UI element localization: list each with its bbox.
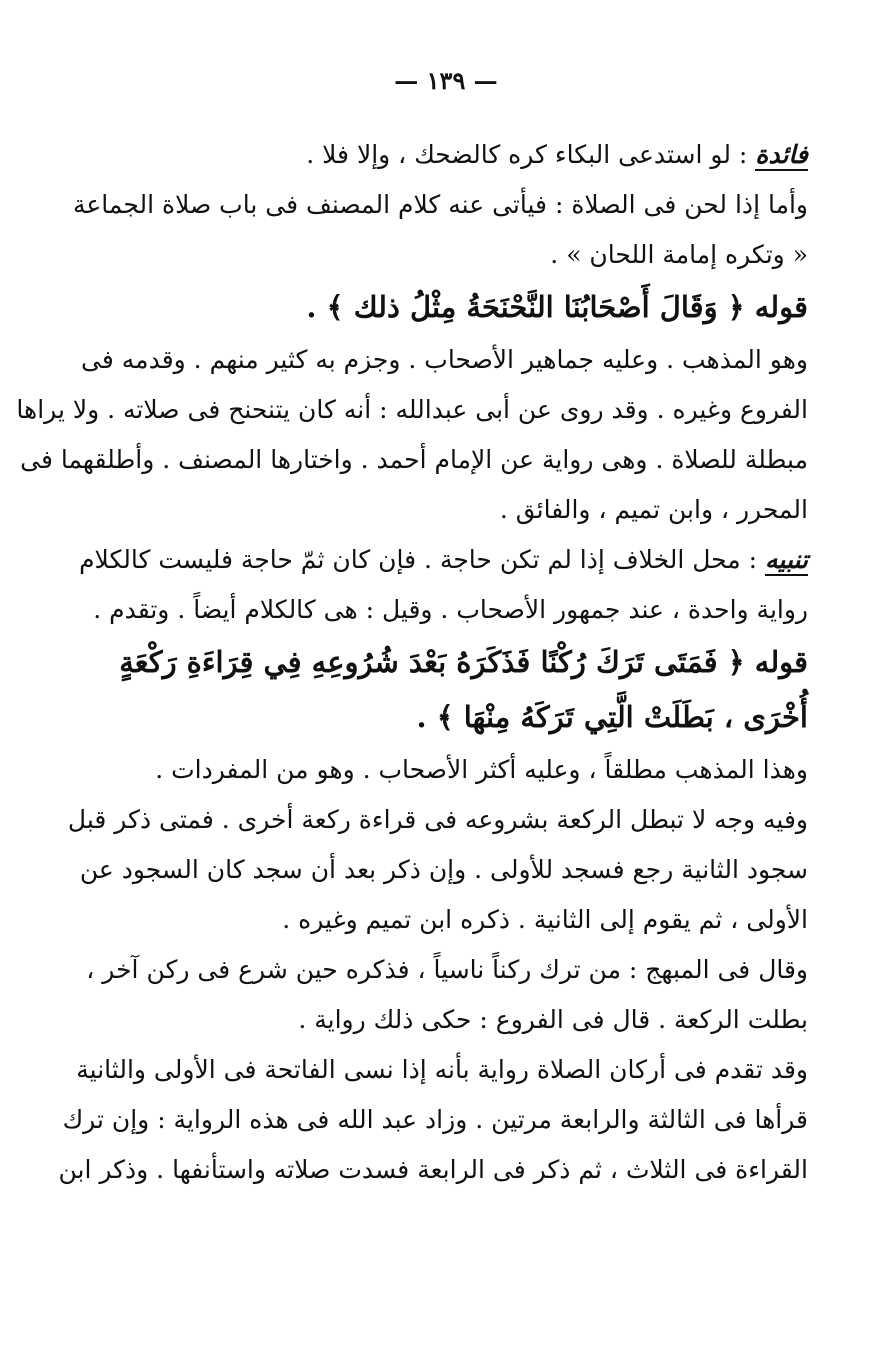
text-line [156, 745, 808, 795]
line-text: وأما إذا لحن فى الصلاة : فيأتى عنه كلام المصنف فى باب صلاة الجماعة [72, 190, 808, 219]
line-text: سجود الثانية رجع فسجد للأولى . وإن ذكر بعد أن سجد كان السجود عن [79, 855, 808, 884]
text-line [62, 1095, 808, 1145]
quoted-line [156, 690, 808, 745]
text-line [20, 435, 808, 485]
text-line [93, 585, 808, 635]
quoted-line [156, 280, 808, 335]
line-text: وهو المذهب . وعليه جماهير الأصحاب . وجزم به كثير منهم . وقدمه فى [81, 345, 808, 374]
line-text: قوله ﴿ وَقَالَ أَصْحَابُنَا النَّحْنَحَةُ مِثْلُ ذلك ﴾ . [306, 290, 808, 324]
line-text: : محل الخلاف إذا لم تكن حاجة . فإن كان ثمّ حاجة فليست كالكلام [79, 545, 765, 574]
text-line [156, 995, 808, 1045]
line-text: قوله ﴿ فَمَتَى تَرَكَ رُكْنًا فَذَكَرَهُ بَعْدَ شُرُوعِهِ فِي قِرَاءَةِ رَكْعَةٍ [119, 645, 808, 679]
line-text: : لو استدعى البكاء كره كالضحك ، وإلا فلا . [306, 140, 756, 169]
line-text: المحرر ، وابن تميم ، والفائق . [499, 495, 808, 524]
line-text: الفروع وغيره . وقد روى عن أبى عبدالله : أنه كان يتنحنح فى صلاته . ولا يراها [16, 395, 808, 424]
section-label: تنبيه [765, 545, 808, 574]
text-line [79, 845, 808, 895]
line-text: القراءة فى الثلاث ، ثم ذكر فى الرابعة فسدت صلاته واستأنفها . وذكر ابن [58, 1155, 808, 1184]
text-line [86, 945, 808, 995]
line-text: بطلت الركعة . قال فى الفروع : حكى ذلك رواية . [298, 1005, 808, 1034]
line-text: الأولى ، ثم يقوم إلى الثانية . ذكره ابن تميم وغيره . [282, 905, 808, 934]
line-text: مبطلة للصلاة . وهى رواية عن الإمام أحمد . واختارها المصنف . وأطلقهما فى [20, 445, 808, 474]
text-line [79, 535, 808, 585]
line-text: وقال فى المبهج : من ترك ركناً ناسياً ، فذكره حين شرع فى ركن آخر ، [86, 955, 808, 984]
text-line [156, 130, 808, 180]
line-text: قرأها فى الثالثة والرابعة مرتين . وزاد عبد الله فى هذه الرواية : وإن ترك [62, 1105, 808, 1134]
text-line [156, 230, 808, 280]
section-label: فائدة [755, 140, 808, 169]
page-number: — ١٣٩ — [394, 66, 498, 95]
text-line [58, 1145, 808, 1195]
page-body [16, 130, 808, 1195]
text-line [72, 180, 808, 230]
line-text: وهذا المذهب مطلقاً ، وعليه أكثر الأصحاب . وهو من المفردات . [155, 755, 808, 784]
line-text: « وتكره إمامة اللحان » . [550, 240, 808, 269]
text-line [76, 1045, 808, 1095]
text-line [81, 335, 808, 385]
quoted-line [119, 635, 808, 690]
text-line [67, 795, 808, 845]
line-text: وقد تقدم فى أركان الصلاة رواية بأنه إذا نسى الفاتحة فى الأولى والثانية [76, 1055, 808, 1084]
text-line [156, 485, 808, 535]
text-line [16, 385, 808, 435]
line-text: وفيه وجه لا تبطل الركعة بشروعه فى قراءة ركعة أخرى . فمتى ذكر قبل [67, 805, 808, 834]
text-line [156, 895, 808, 945]
line-text: أُخْرَى ، بَطَلَتْ الَّتِي تَرَكَهُ مِنْهَا ﴾ . [416, 700, 808, 734]
line-text: رواية واحدة ، عند جمهور الأصحاب . وقيل : هى كالكلام أيضاً . وتقدم . [93, 595, 808, 624]
